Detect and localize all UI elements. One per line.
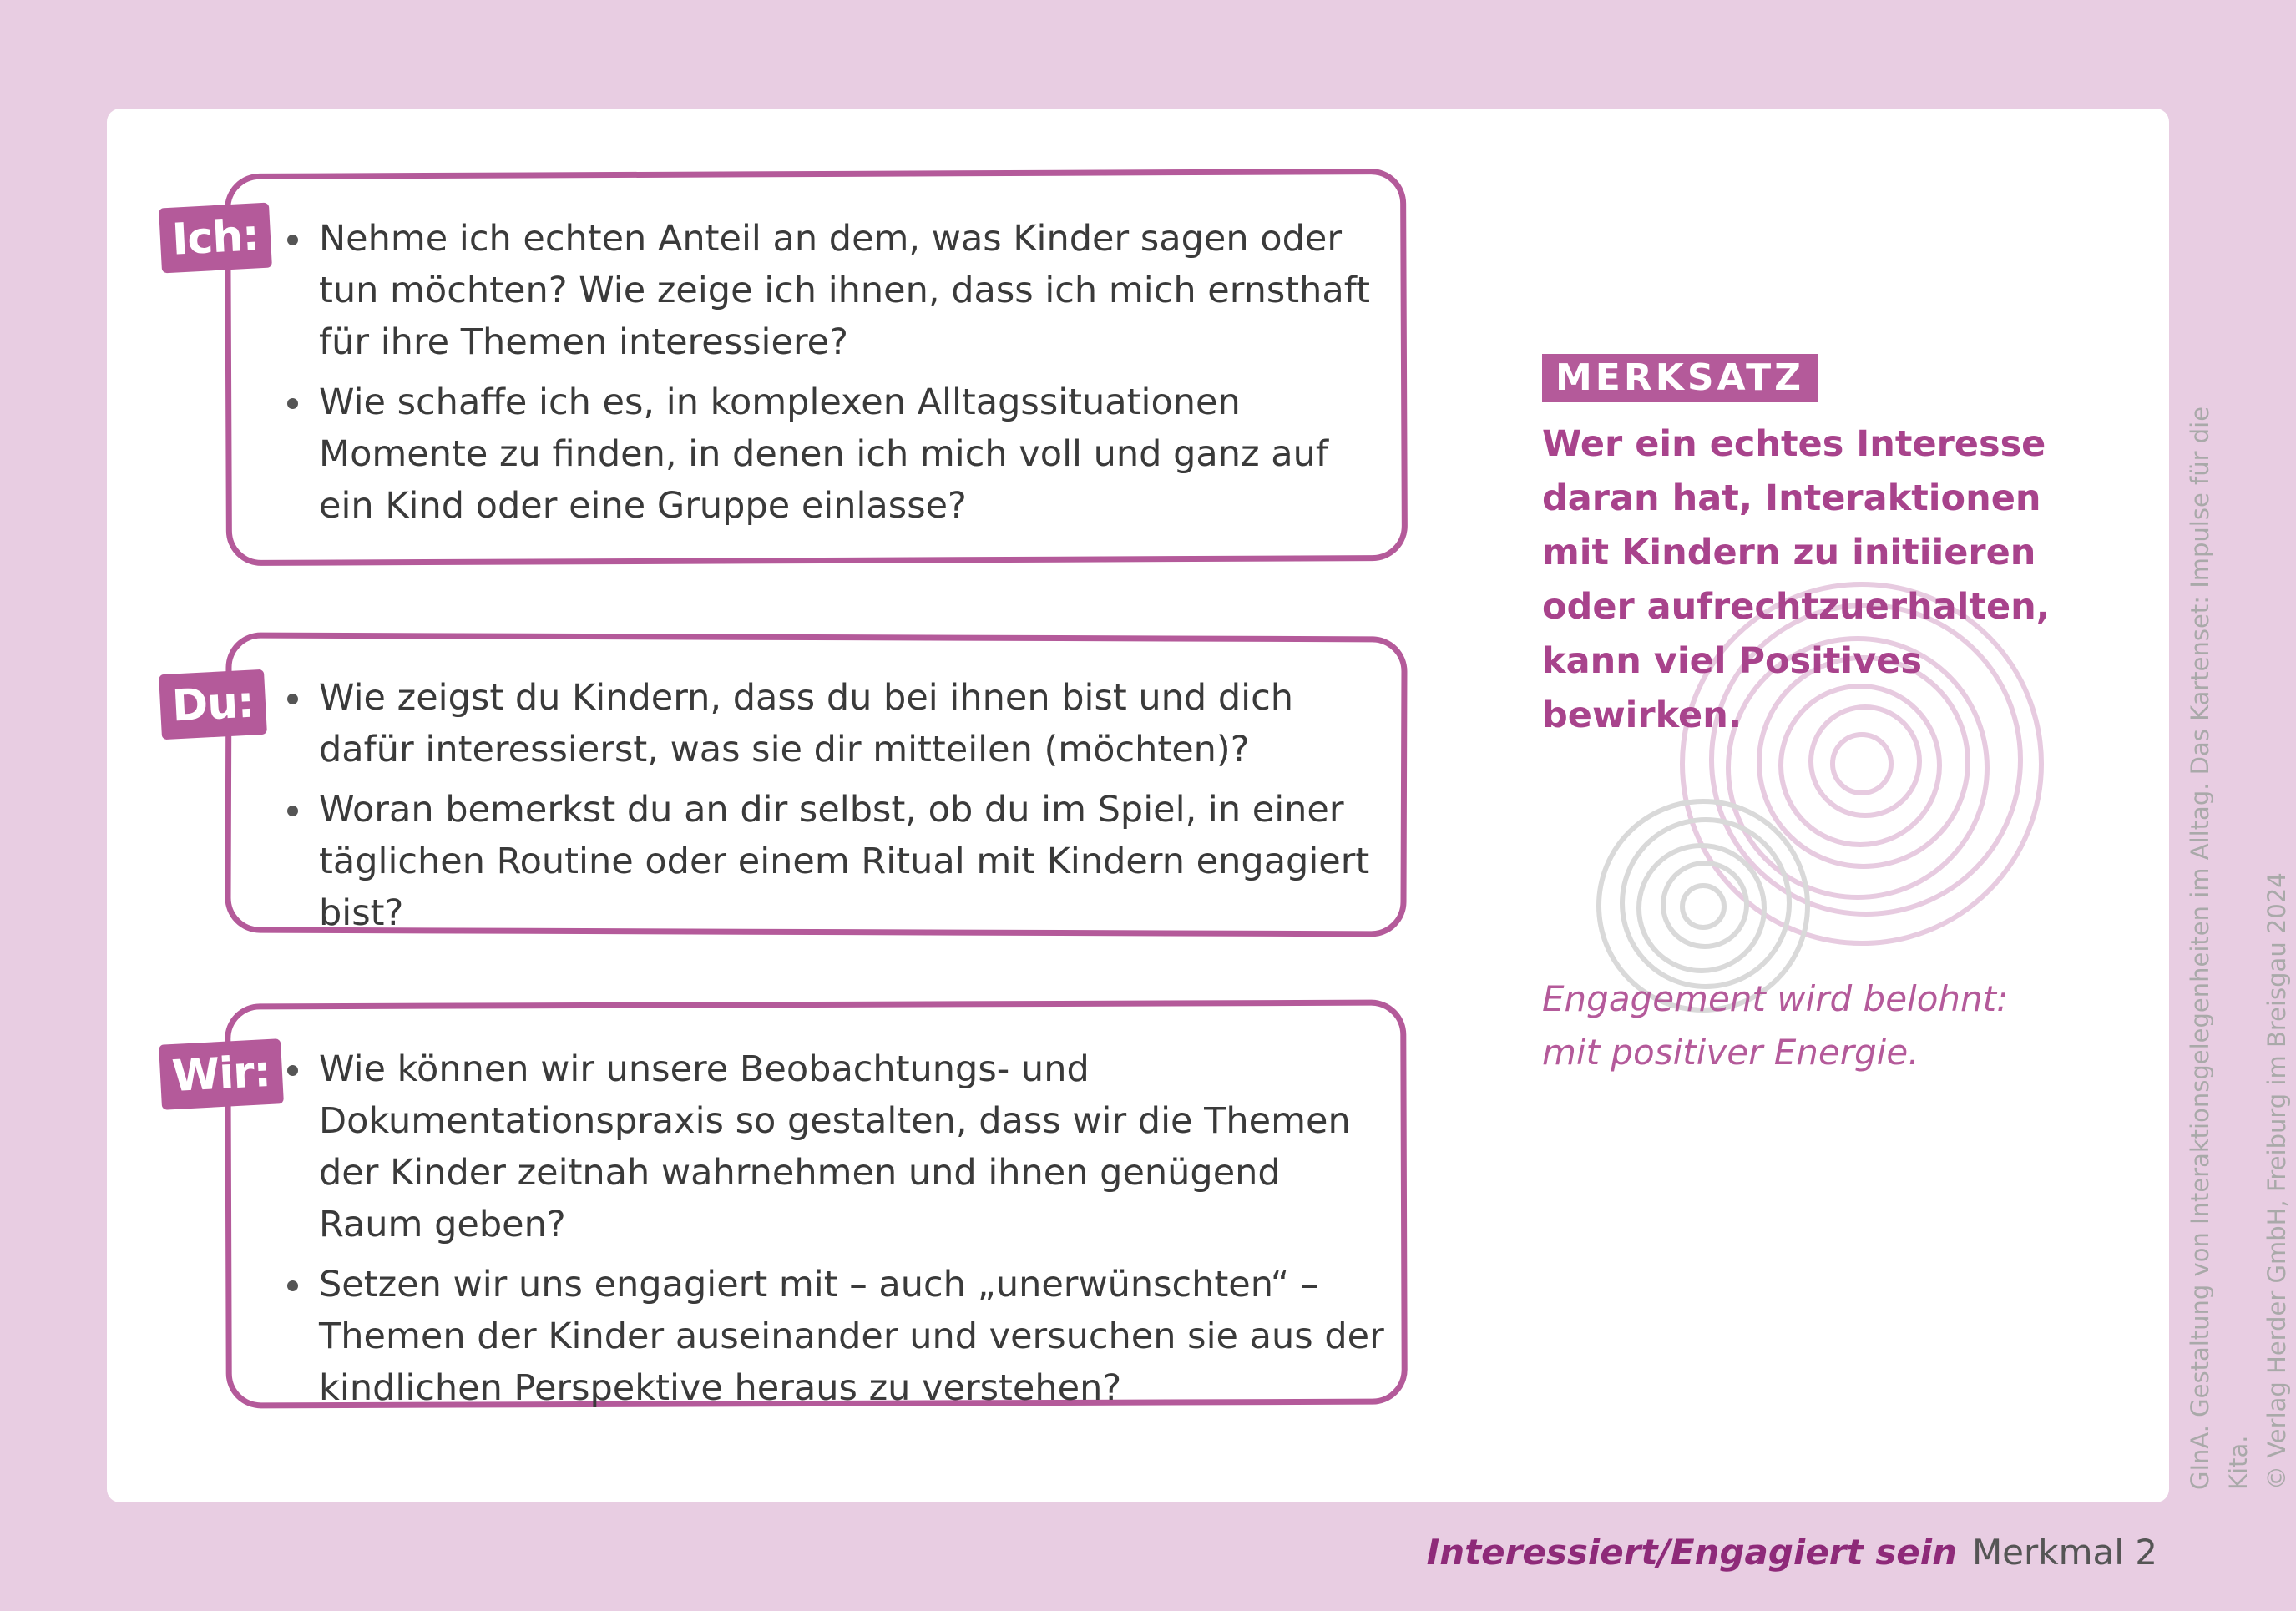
side-credit-line2: © Verlag Herder GmbH, Freiburg im Breisgau 2024 [2263,872,2291,1490]
engagement-note [1542,972,2085,1079]
ich-tag: Ich: [159,203,272,274]
merksatz-label: MERKSATZ [1542,354,1818,402]
list-item: Setzen wir uns engagiert mit – auch „unerwünschten“ – Themen der Kinder auseinander und versuchen sie aus der kindlichen Perspektive heraus zu verstehen? [284,1259,1386,1414]
list-item: Wie schaffe ich es, in komplexen Alltagssituationen Momente zu finden, in denen ich mich voll und ganz auf ein Kind oder eine Gruppe einlasse? [284,376,1386,532]
ich-question-list [284,213,1386,540]
side-credit [2181,405,2296,1490]
side-credit-line1: GInA. Gestaltung von Interaktionsgelegenheiten im Alltag. Das Kartenset: Impulse für die Kita. [2186,406,2253,1490]
engagement-note-line1: Engagement wird belohnt: [1542,978,2009,1019]
wir-question-list [284,1043,1386,1422]
du-question-list [284,672,1386,947]
du-tag: Du: [159,669,267,740]
footer-merkmal: Merkmal 2 [1971,1532,2157,1573]
list-item: Nehme ich echten Anteil an dem, was Kinder sagen oder tun möchten? Wie zeige ich ihnen, dass ich mich ernsthaft für ihre Themen interessiere? [284,213,1386,368]
list-item: Wie zeigst du Kindern, dass du bei ihnen bist und dich dafür interessierst, was sie dir mitteilen (möchten)? [284,672,1386,775]
list-item: Wie können wir unsere Beobachtungs- und Dokumentationspraxis so gestalten, dass wir die Themen der Kinder zeitnah wahrnehmen und ihnen genügend Raum geben? [284,1043,1386,1250]
engagement-note-line2: mit positiver Energie. [1542,1032,1919,1073]
merksatz-text: Wer ein echtes Interesse daran hat, Interaktionen mit Kindern zu initiieren oder aufrechtzuerhalten, kann viel Positives bewirken. [1542,423,2051,736]
wir-tag: Wir: [159,1038,284,1110]
list-item: Woran bemerkst du an dir selbst, ob du im Spiel, in einer täglichen Routine oder einem Ritual mit Kindern engagiert bist? [284,784,1386,939]
footer-feature-title: Interessiert/Engagiert sein [1426,1532,1957,1573]
